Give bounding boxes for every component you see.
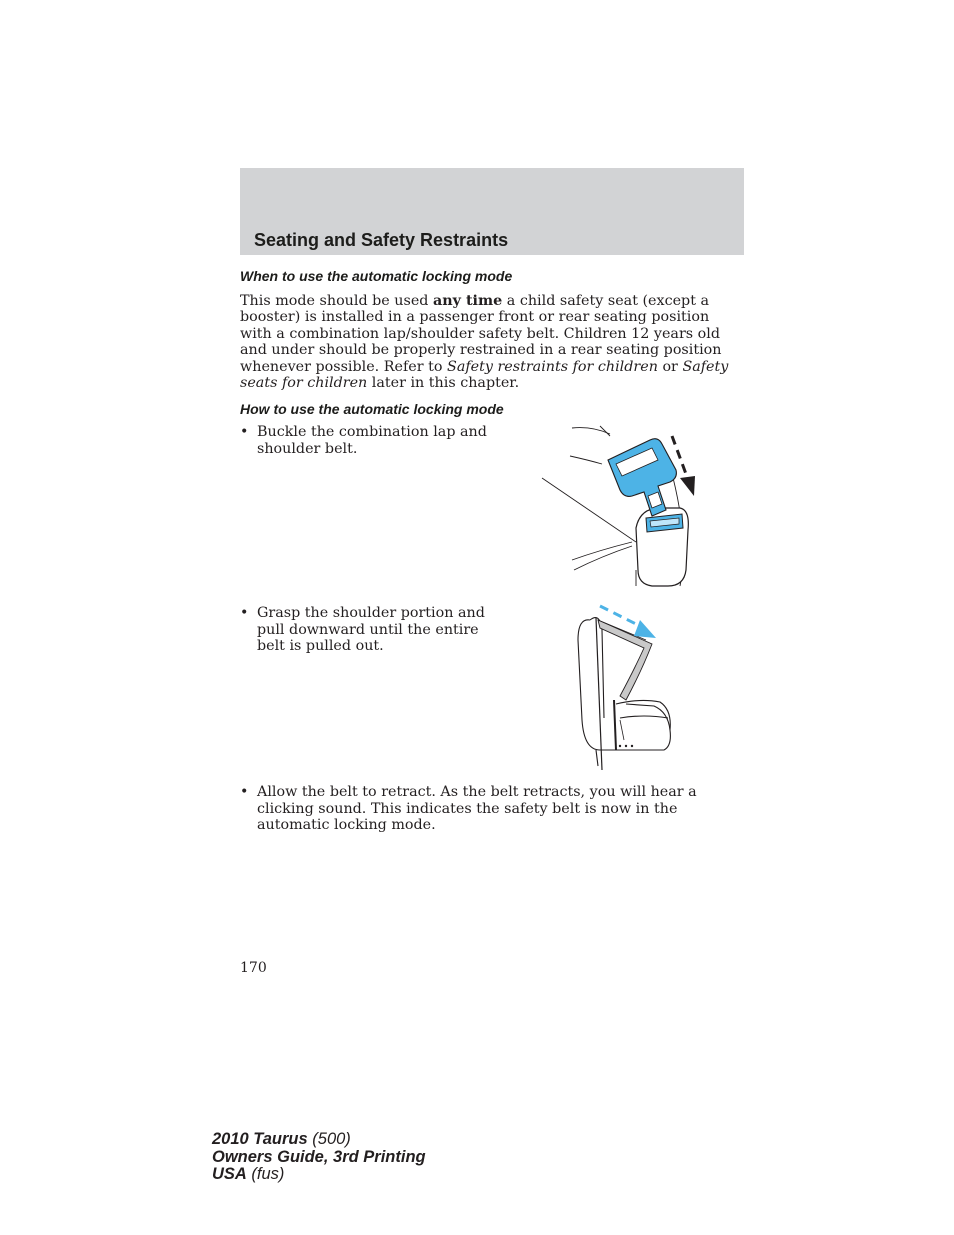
list-item bbox=[240, 424, 500, 457]
footer-line-3 bbox=[212, 1166, 426, 1184]
para-text-4: later in this chapter. bbox=[367, 375, 520, 392]
heading-when-to-use: When to use the automatic locking mode bbox=[240, 268, 513, 284]
footer-market-code: (fus) bbox=[246, 1165, 285, 1183]
para-text-3: or bbox=[657, 358, 683, 375]
section-header-title: Seating and Safety Restraints bbox=[254, 230, 509, 250]
list-item bbox=[240, 784, 740, 834]
bullet-text-retract: Allow the belt to retract. As the belt retracts, you will hear a clicking sound. This indicates the safety belt is now in the automatic locking mode. bbox=[257, 784, 697, 834]
para-text-1: This mode should be used bbox=[240, 293, 434, 309]
footer-model: 2010 Taurus bbox=[212, 1130, 308, 1148]
para-text-2: a child safety seat (except a booster) is installed in a passenger front or rear seating position with a combination lap/shoulder safety belt. Children 12 years old and under should be properly restrained in a rear seating position whenever possible. Refer to bbox=[240, 293, 722, 375]
page-number: 170 bbox=[240, 960, 267, 976]
bullet-icon: • bbox=[240, 784, 249, 800]
section-header-band bbox=[240, 168, 744, 255]
list-item bbox=[240, 605, 500, 655]
bullet-text-buckle: Buckle the combination lap and shoulder belt. bbox=[257, 424, 487, 457]
document-footer bbox=[212, 1131, 426, 1184]
bullet-text-grasp: Grasp the shoulder portion and pull downward until the entire belt is pulled out. bbox=[257, 605, 485, 655]
buckle-insert-illustration bbox=[540, 420, 740, 590]
footer-printing: Owners Guide, 3rd Printing bbox=[212, 1147, 426, 1166]
footer-model-code: (500) bbox=[307, 1130, 351, 1148]
para-bold-any-time: any time bbox=[433, 293, 503, 309]
footer-line-2 bbox=[212, 1149, 426, 1167]
paragraph-when-to-use bbox=[240, 293, 740, 391]
footer-line-1 bbox=[212, 1131, 426, 1149]
bullet-icon: • bbox=[240, 605, 249, 621]
footer-market: USA bbox=[212, 1165, 247, 1183]
bullet-icon: • bbox=[240, 424, 249, 440]
heading-how-to-use: How to use the automatic locking mode bbox=[240, 401, 504, 417]
para-ref-seats: Safety seats for children bbox=[240, 358, 729, 392]
para-ref-restraints: Safety restraints for children bbox=[447, 358, 658, 375]
shoulder-belt-pull-illustration bbox=[560, 600, 680, 775]
